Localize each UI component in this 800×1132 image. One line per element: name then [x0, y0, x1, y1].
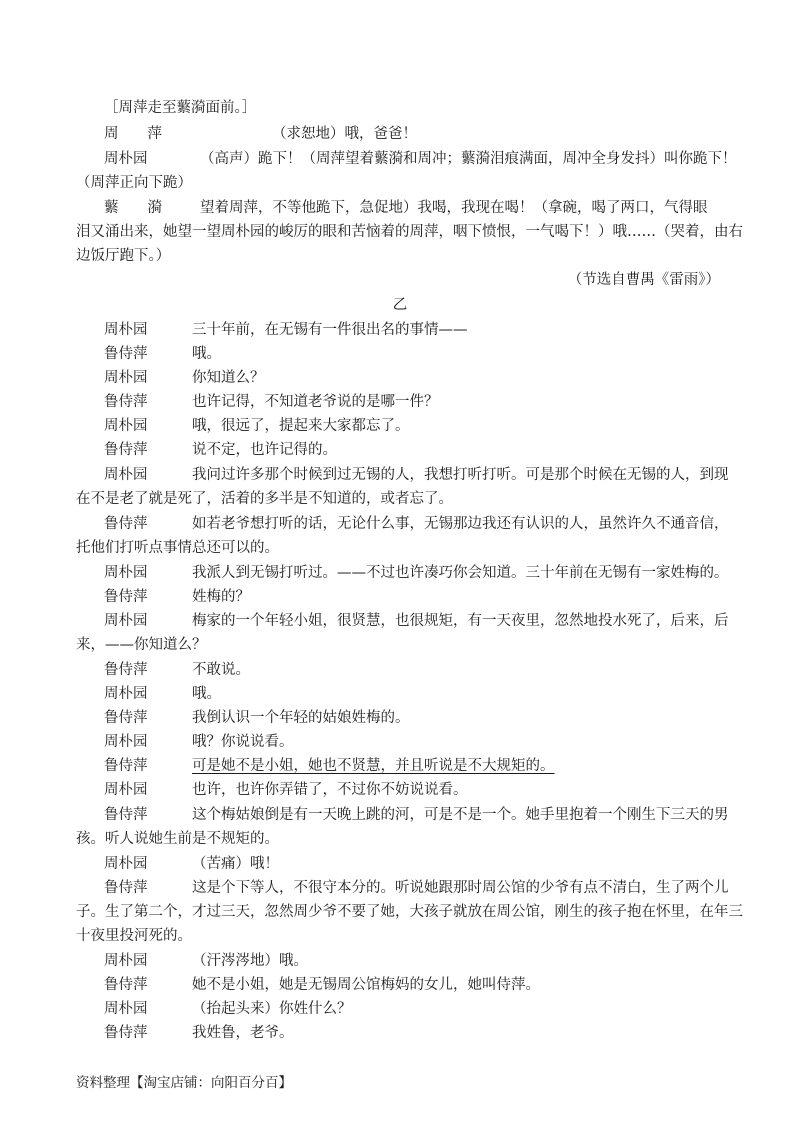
dialogue-text: 哦，很远了，提起来大家都忘了。: [192, 418, 410, 434]
speaker-name: 周朴园: [104, 467, 148, 483]
dialogue-text: 梅家的一个年轻小姐，很贤慧，也很规矩，有一天夜里，忽然地投水死了，后来，后: [192, 613, 729, 629]
dialogue-line: [104, 561, 729, 582]
dialogue-text: 我派人到无锡打听过。——不过也许凑巧你会知道。三十年前在无锡有一家姓梅的。: [192, 565, 729, 581]
speaker-name: 周朴园: [104, 151, 148, 167]
dialogue-text: 我问过许多那个时候到过无锡的人，我想打听打听。可是那个时候在无锡的人，到现: [192, 467, 729, 483]
dialogue-continuation: 十夜里投河死的。: [76, 928, 192, 944]
dialogue-line: [104, 196, 708, 217]
dialogue-line: [104, 1021, 294, 1042]
dialogue-continuation: 来，——你知道么？: [76, 637, 207, 653]
dialogue-line: [104, 318, 468, 339]
dialogue-line: [104, 463, 729, 484]
dialogue-continuation: 孩。听人说她生前是不规矩的。: [76, 831, 279, 847]
dialogue-line: [104, 122, 417, 143]
speaker-name: 周朴园: [104, 370, 148, 386]
speaker-name: 鲁侍萍: [104, 977, 148, 993]
dialogue-text: 也许，也许你弄错了，不过你不妨说说看。: [192, 782, 468, 798]
dialogue-text: （汗涔涔地）哦。: [192, 953, 308, 969]
speaker-name: 鲁侍萍: [104, 662, 148, 678]
footer-note: 资料整理【淘宝店铺：向阳百分百】: [76, 1075, 292, 1091]
dialogue-text: （高声）跪下！（周萍望着蘩漪和周冲；蘩漪泪痕满面，周冲全身发抖）叫你跪下！: [200, 151, 737, 167]
dialogue-line: [104, 730, 294, 751]
dialogue-line: [104, 658, 250, 679]
speaker-name: 鲁侍萍: [104, 516, 148, 532]
dialogue-line: [104, 997, 352, 1018]
dialogue-line: [104, 803, 729, 824]
dialogue-line: [104, 366, 265, 387]
dialogue-text: 也许记得，不知道老爷说的是哪一件？: [192, 394, 439, 410]
dialogue-text: （求恕地）哦，爸爸！: [272, 126, 417, 142]
underlined-dialogue-text: 可是她不是小姐，她也不贤慧，并且听说是不大规矩的。: [192, 758, 555, 774]
speaker-name: 周朴园: [104, 953, 148, 969]
dialogue-text: 望着周萍，不等他跪下，急促地）我喝，我现在喝！（拿碗，喝了两口，气得眼: [200, 200, 708, 216]
dialogue-text: 你知道么？: [192, 370, 265, 386]
dialogue-text: 我倒认识一个年轻的姑娘姓梅的。: [192, 710, 410, 726]
dialogue-text: 这是个下等人，不很守本分的。听说她跟那时周公馆的少爷有点不清白，生了两个儿: [192, 880, 729, 896]
speaker-name: 周 萍: [104, 126, 162, 142]
source-citation: （节选自曹禺《雷雨》）: [567, 272, 720, 288]
speaker-name: 蘩 漪: [104, 200, 162, 216]
dialogue-continuation: 边饭厅跑下。）: [76, 248, 171, 264]
speaker-name: 鲁侍萍: [104, 880, 148, 896]
dialogue-line: [104, 852, 279, 873]
speaker-name: 周朴园: [104, 782, 148, 798]
dialogue-text: （苦痛）哦！: [192, 856, 279, 872]
stage-direction: ［周萍走至蘩漪面前。］: [104, 100, 257, 116]
dialogue-line: [104, 754, 555, 775]
dialogue-text: 说不定，也许记得的。: [192, 442, 337, 458]
dialogue-line: [104, 585, 250, 606]
dialogue-text: 我姓鲁，老爷。: [192, 1025, 294, 1041]
dialogue-line: [104, 512, 729, 533]
dialogue-continuation: 子。生了第二个，才过三天，忽然周少爷不要了她，大孩子就放在周公馆，刚生的孩子抱在怀里，在年三: [76, 904, 743, 920]
dialogue-text: 如若老爷想打听的话，无论什么事，无锡那边我还有认识的人，虽然许久不通音信，: [192, 516, 729, 532]
dialogue-text: 哦。: [192, 346, 221, 362]
dialogue-line: [104, 414, 410, 435]
dialogue-line: [104, 682, 221, 703]
speaker-name: 鲁侍萍: [104, 1025, 148, 1041]
dialogue-line: [104, 438, 337, 459]
dialogue-text: 她不是小姐，她是无锡周公馆梅妈的女儿，她叫侍萍。: [192, 977, 540, 993]
speaker-name: 周朴园: [104, 686, 148, 702]
dialogue-line: [104, 390, 439, 411]
dialogue-text: 姓梅的？: [192, 589, 250, 605]
speaker-name: 周朴园: [104, 418, 148, 434]
dialogue-continuation: 在不是老了就是死了，活着的多半是不知道的，或者忘了。: [76, 491, 453, 507]
speaker-name: 周朴园: [104, 734, 148, 750]
dialogue-line: [104, 949, 308, 970]
speaker-name: 鲁侍萍: [104, 758, 148, 774]
speaker-name: 鲁侍萍: [104, 807, 148, 823]
dialogue-text: 哦。: [192, 686, 221, 702]
speaker-name: 鲁侍萍: [104, 710, 148, 726]
dialogue-text: 不敢说。: [192, 662, 250, 678]
speaker-name: 鲁侍萍: [104, 394, 148, 410]
speaker-name: 周朴园: [104, 565, 148, 581]
dialogue-continuation: 托他们打听点事情总还可以的。: [76, 540, 279, 556]
section-heading: 乙: [392, 297, 408, 313]
dialogue-line: [104, 147, 737, 168]
dialogue-continuation: 泪又涌出来，她望一望周朴园的峻厉的眼和苦恼着的周萍，咽下愤恨，一气喝下！）哦……（哭着，由右: [76, 224, 743, 240]
speaker-name: 周朴园: [104, 613, 148, 629]
dialogue-line: [104, 778, 468, 799]
dialogue-line: [104, 609, 729, 630]
speaker-name: 鲁侍萍: [104, 589, 148, 605]
dialogue-line: [104, 973, 540, 994]
dialogue-line: [104, 706, 410, 727]
speaker-name: 周朴园: [104, 1001, 148, 1017]
speaker-name: 周朴园: [104, 856, 148, 872]
speaker-name: 鲁侍萍: [104, 442, 148, 458]
speaker-name: 周朴园: [104, 322, 148, 338]
dialogue-text: 三十年前，在无锡有一件很出名的事情——: [192, 322, 468, 338]
dialogue-text: 哦？你说说看。: [192, 734, 294, 750]
dialogue-text: 这个梅姑娘倒是有一天晚上跳的河，可是不是一个。她手里抱着一个刚生下三天的男: [192, 807, 729, 823]
dialogue-line: [104, 876, 729, 897]
dialogue-continuation: （周萍正向下跪）: [76, 175, 192, 191]
dialogue-line: [104, 342, 221, 363]
speaker-name: 鲁侍萍: [104, 346, 148, 362]
dialogue-text: （抬起头来）你姓什么？: [192, 1001, 352, 1017]
